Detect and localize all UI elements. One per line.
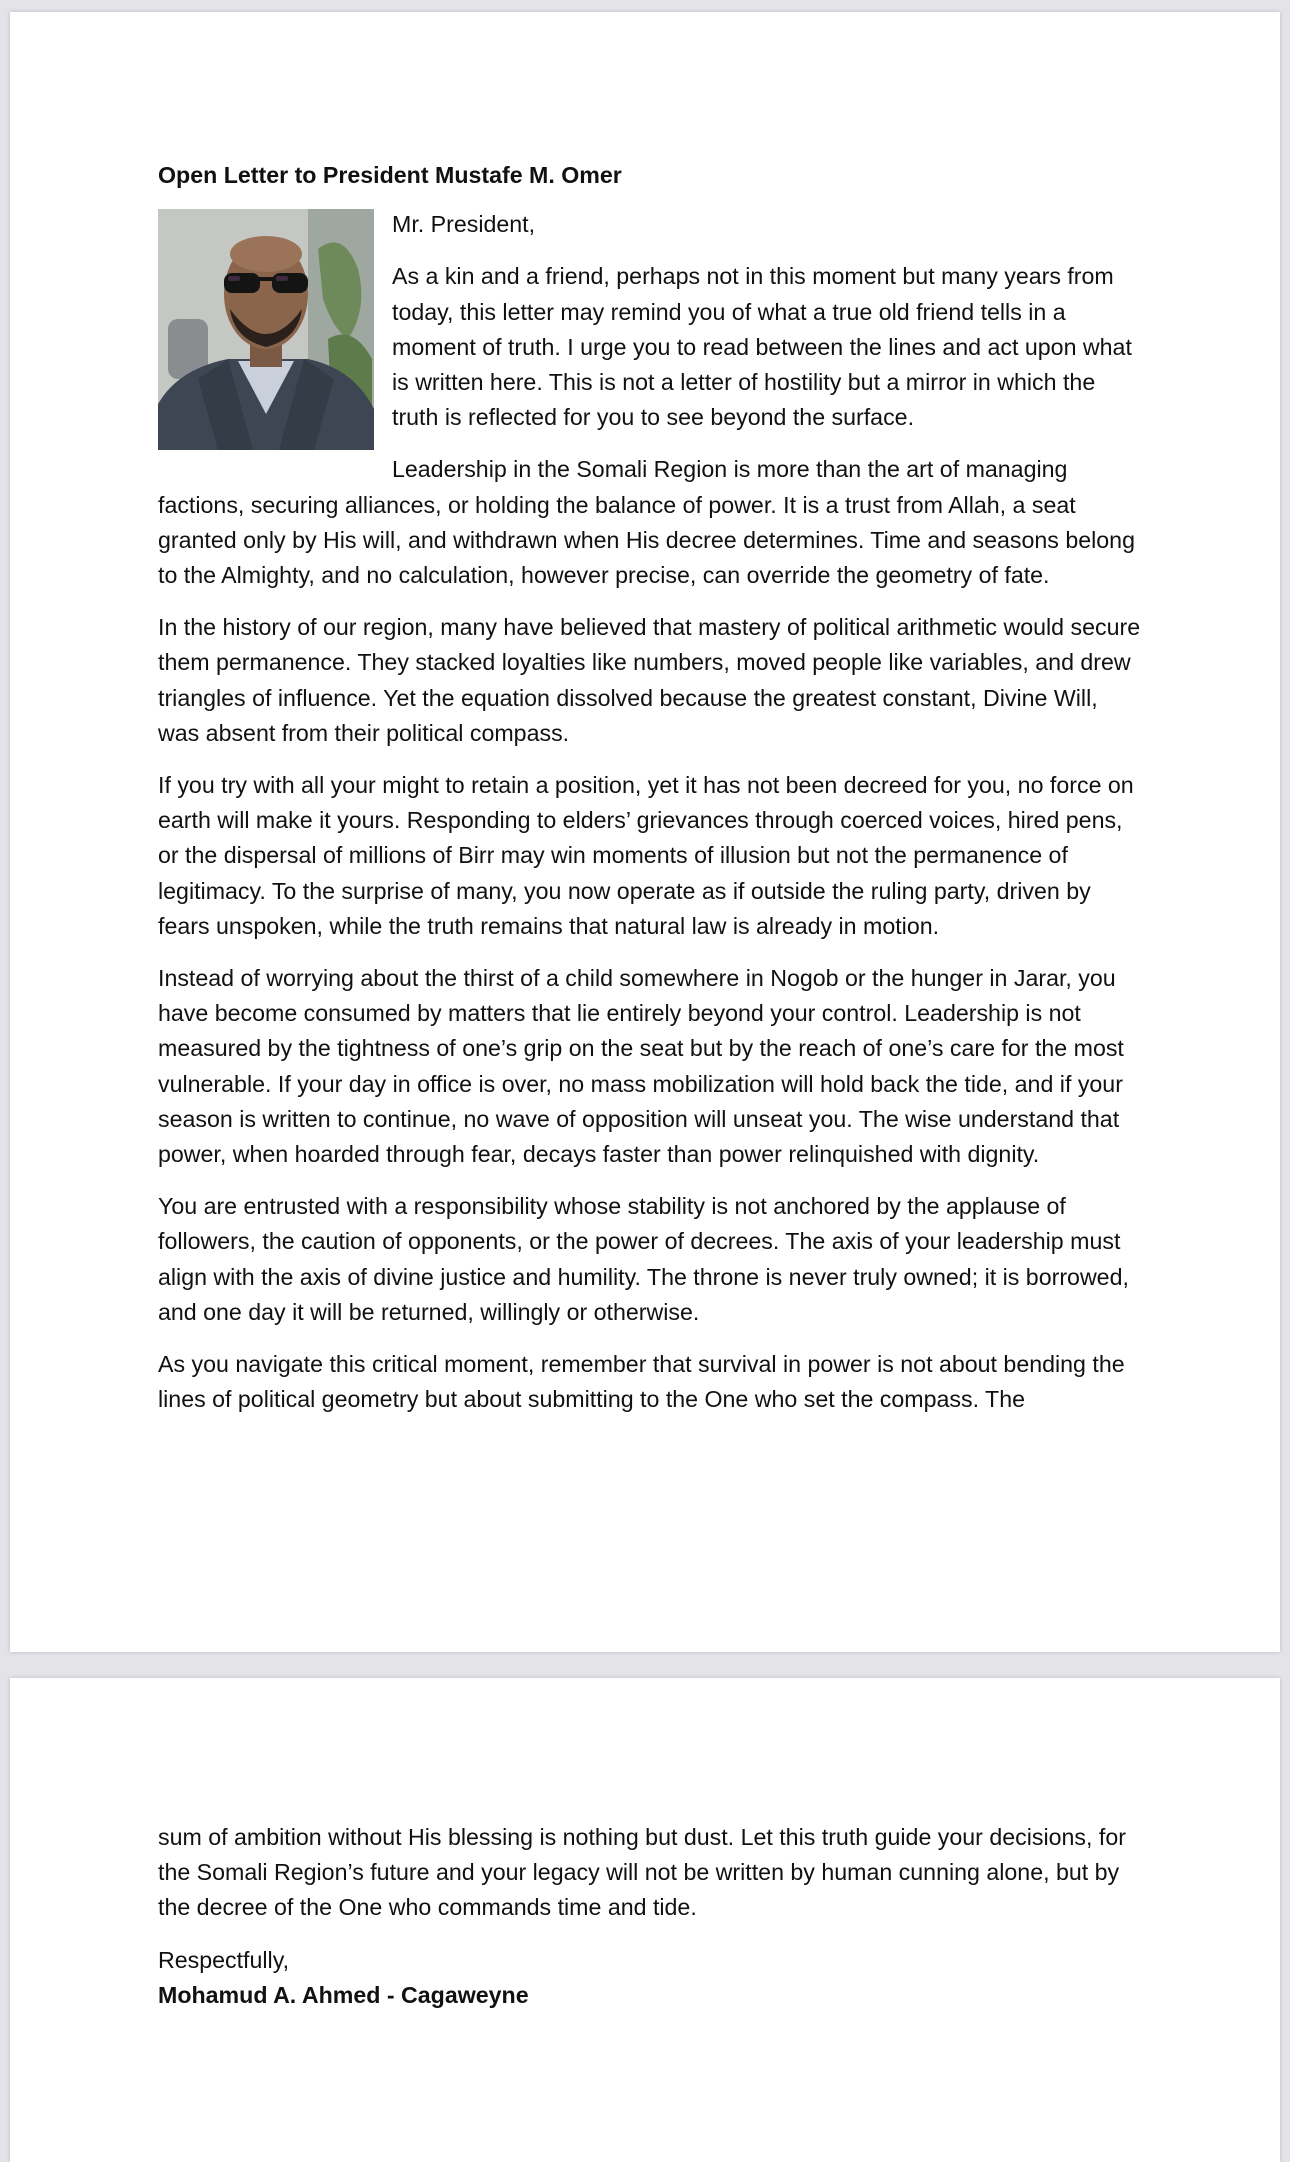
paragraph-1: As a kin and a friend, perhaps not in this moment but many years from today, this letter may remind you of what a true old friend tells in a moment of truth. I urge you to read between the lines and act upon what is written here. This is not a letter of hostility but a mirror in which the truth is reflected for you to see beyond the surface. [392, 263, 1132, 431]
paragraph-3: In the history of our region, many have believed that mastery of political arithmetic would secure them permanence. They stacked loyalties like numbers, moved people like variables, and drew triangles of influence. Yet the equation dissolved because the greatest constant, Divine Will, was absent from their political compass. [158, 614, 1141, 746]
paragraph-5: Instead of worrying about the thirst of a child somewhere in Nogob or the hunger in Jarar, you have become consumed by matters that lie entirely beyond your control. Leadership is not measured by the tightness of one’s grip on the seat but by the reach of one’s care for the most vulnerable. If your day in office is over, no mass mobilization will hold back the tide, and if your season is written to continue, no wave of opposition will unseat you. The wise understand that power, when hoarded through fear, decays faster than power relinquished with dignity. [158, 965, 1124, 1168]
letter-title: Open Letter to President Mustafe M. Omer [158, 162, 622, 188]
document-page-2 [10, 1678, 1280, 2162]
letter-body [158, 158, 1144, 1435]
document-page-1 [10, 12, 1280, 1652]
author-photo [158, 209, 374, 450]
closing: Respectfully, [158, 1946, 290, 1973]
salutation: Mr. President, [392, 211, 536, 238]
paragraph-6: You are entrusted with a responsibility whose stability is not anchored by the applause of followers, the caution of opponents, or the power of decrees. The axis of your leadership must align with the axis of divine justice and humility. The throne is never truly owned; it is borrowed, and one day it will be returned, willingly or otherwise. [158, 1193, 1129, 1325]
signature: Mohamud A. Ahmed - Cagaweyne [158, 1981, 529, 2008]
letter-body-continued [158, 1820, 1144, 2013]
paragraph-2: Leadership in the Somali Region is more than the art of managing factions, securing alliances, or holding the balance of power. It is a trust from Allah, a seat granted only by His will, and withdrawn when His decree determines. Time and seasons belong to the Almighty, and no calculation, however precise, can override the geometry of fate. [158, 456, 1135, 589]
paragraph-7: As you navigate this critical moment, remember that survival in power is not about bending the lines of political geometry but about submitting to the One who set the compass. The [158, 1351, 1125, 1413]
paragraph-7-continued: sum of ambition without His blessing is nothing but dust. Let this truth guide your decisions, for the Somali Region’s future and your legacy will not be written by human cunning alone, but by the decree of the One who commands time and tide. [158, 1824, 1126, 1921]
paragraph-4: If you try with all your might to retain a position, yet it has not been decreed for you, no force on earth will make it yours. Responding to elders’ grievances through coerced voices, hired pens, or the dispersal of millions of Birr may win moments of illusion but not the permanence of legitimacy. To the surprise of many, you now operate as if outside the ruling party, driven by fears unspoken, while the truth remains that natural law is already in motion. [158, 772, 1134, 939]
